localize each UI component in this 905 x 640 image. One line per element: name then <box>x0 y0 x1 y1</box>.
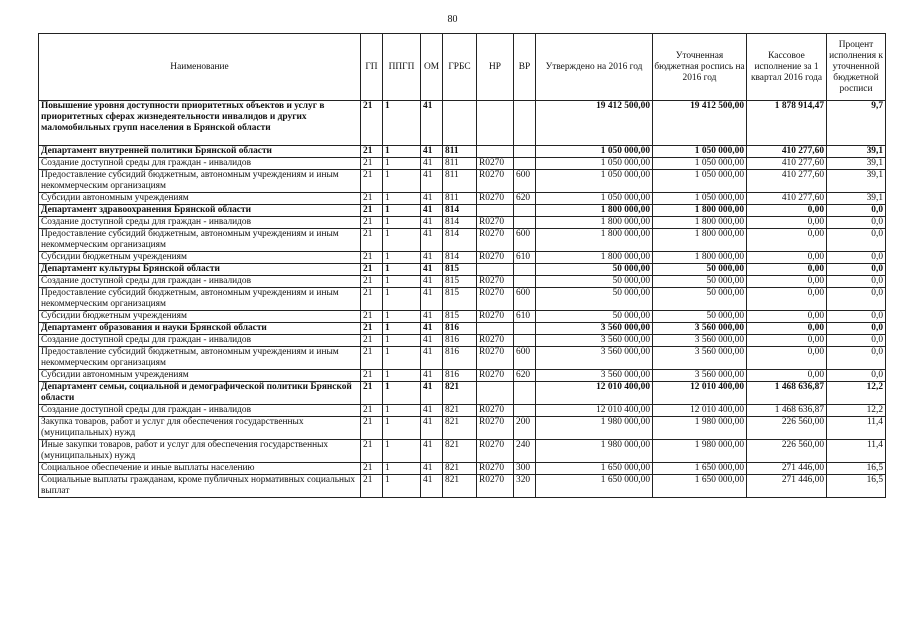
cell-percent: 11,4 <box>827 440 886 463</box>
table-body <box>39 101 886 498</box>
cell-nr: R0270 <box>477 170 514 193</box>
cell-nr: R0270 <box>477 229 514 252</box>
cell-om: 41 <box>421 405 443 417</box>
header-refined: Уточненная бюджетная роспись на 2016 год <box>653 34 747 101</box>
cell-grbs: 815 <box>443 276 477 288</box>
table-row <box>39 205 886 217</box>
cell-refined: 1 800 000,00 <box>653 205 747 217</box>
cell-vr <box>514 276 536 288</box>
cell-grbs <box>443 101 477 146</box>
cell-ppgp: 1 <box>383 193 421 205</box>
cell-nr <box>477 205 514 217</box>
cell-vr <box>514 158 536 170</box>
budget-table <box>38 33 886 498</box>
cell-om: 41 <box>421 101 443 146</box>
cell-name: Департамент культуры Брянской области <box>39 264 361 276</box>
cell-cash: 1 468 636,87 <box>747 382 827 405</box>
cell-gp: 21 <box>361 276 383 288</box>
cell-cash: 0,00 <box>747 311 827 323</box>
cell-refined: 1 650 000,00 <box>653 463 747 475</box>
cell-vr <box>514 217 536 229</box>
cell-vr: 300 <box>514 463 536 475</box>
cell-om: 41 <box>421 417 443 440</box>
cell-vr <box>514 335 536 347</box>
cell-ppgp: 1 <box>383 311 421 323</box>
cell-approved: 1 050 000,00 <box>536 158 653 170</box>
cell-ppgp: 1 <box>383 475 421 498</box>
table-row <box>39 170 886 193</box>
cell-grbs: 815 <box>443 264 477 276</box>
cell-vr <box>514 323 536 335</box>
cell-gp: 21 <box>361 370 383 382</box>
cell-ppgp: 1 <box>383 146 421 158</box>
cell-grbs: 811 <box>443 170 477 193</box>
cell-approved: 19 412 500,00 <box>536 101 653 146</box>
cell-ppgp: 1 <box>383 158 421 170</box>
cell-approved: 1 980 000,00 <box>536 417 653 440</box>
cell-name: Создание доступной среды для граждан - инвалидов <box>39 335 361 347</box>
cell-percent: 39,1 <box>827 158 886 170</box>
table-row <box>39 463 886 475</box>
cell-percent: 0,0 <box>827 323 886 335</box>
cell-nr: R0270 <box>477 417 514 440</box>
cell-ppgp: 1 <box>383 463 421 475</box>
cell-nr <box>477 101 514 146</box>
cell-cash: 271 446,00 <box>747 475 827 498</box>
header-om: ОМ <box>421 34 443 101</box>
cell-om: 41 <box>421 193 443 205</box>
table-row <box>39 347 886 370</box>
cell-gp: 21 <box>361 264 383 276</box>
cell-refined: 50 000,00 <box>653 288 747 311</box>
table-row <box>39 101 886 146</box>
cell-refined: 1 650 000,00 <box>653 475 747 498</box>
header-vr: ВР <box>514 34 536 101</box>
cell-name: Предоставление субсидий бюджетным, автономным учреждениям и иным некоммерческим организациям <box>39 170 361 193</box>
cell-ppgp: 1 <box>383 382 421 405</box>
cell-om: 41 <box>421 205 443 217</box>
cell-approved: 1 800 000,00 <box>536 252 653 264</box>
cell-cash: 271 446,00 <box>747 463 827 475</box>
cell-grbs: 811 <box>443 146 477 158</box>
cell-name: Субсидии автономным учреждениям <box>39 193 361 205</box>
cell-approved: 3 560 000,00 <box>536 335 653 347</box>
cell-cash: 0,00 <box>747 205 827 217</box>
cell-grbs: 816 <box>443 347 477 370</box>
cell-name: Департамент образования и науки Брянской области <box>39 323 361 335</box>
cell-grbs: 821 <box>443 463 477 475</box>
cell-refined: 1 800 000,00 <box>653 252 747 264</box>
cell-grbs: 814 <box>443 252 477 264</box>
cell-om: 41 <box>421 229 443 252</box>
cell-gp: 21 <box>361 335 383 347</box>
cell-om: 41 <box>421 146 443 158</box>
cell-approved: 50 000,00 <box>536 288 653 311</box>
cell-vr <box>514 205 536 217</box>
cell-nr: R0270 <box>477 335 514 347</box>
cell-gp: 21 <box>361 146 383 158</box>
cell-name: Субсидии автономным учреждениям <box>39 370 361 382</box>
cell-ppgp: 1 <box>383 440 421 463</box>
cell-om: 41 <box>421 323 443 335</box>
cell-vr: 240 <box>514 440 536 463</box>
cell-percent: 0,0 <box>827 370 886 382</box>
cell-nr: R0270 <box>477 440 514 463</box>
header-nr: НР <box>477 34 514 101</box>
cell-ppgp: 1 <box>383 217 421 229</box>
cell-vr: 600 <box>514 170 536 193</box>
cell-approved: 12 010 400,00 <box>536 405 653 417</box>
cell-refined: 1 050 000,00 <box>653 170 747 193</box>
cell-ppgp: 1 <box>383 205 421 217</box>
cell-percent: 0,0 <box>827 252 886 264</box>
cell-approved: 1 050 000,00 <box>536 170 653 193</box>
cell-vr <box>514 264 536 276</box>
cell-om: 41 <box>421 440 443 463</box>
cell-grbs: 816 <box>443 323 477 335</box>
cell-refined: 1 800 000,00 <box>653 217 747 229</box>
cell-percent: 39,1 <box>827 146 886 158</box>
cell-percent: 0,0 <box>827 205 886 217</box>
cell-approved: 1 050 000,00 <box>536 193 653 205</box>
cell-vr: 600 <box>514 288 536 311</box>
cell-refined: 1 980 000,00 <box>653 440 747 463</box>
cell-gp: 21 <box>361 417 383 440</box>
cell-name: Департамент семьи, социальной и демографической политики Брянской области <box>39 382 361 405</box>
cell-cash: 1 878 914,47 <box>747 101 827 146</box>
cell-cash: 226 560,00 <box>747 440 827 463</box>
cell-nr: R0270 <box>477 252 514 264</box>
cell-cash: 410 277,60 <box>747 170 827 193</box>
cell-name: Департамент здравоохранения Брянской области <box>39 205 361 217</box>
table-row <box>39 146 886 158</box>
cell-approved: 1 650 000,00 <box>536 463 653 475</box>
cell-approved: 1 050 000,00 <box>536 146 653 158</box>
cell-grbs: 811 <box>443 158 477 170</box>
cell-om: 41 <box>421 311 443 323</box>
table-row <box>39 276 886 288</box>
cell-name: Департамент внутренней политики Брянской области <box>39 146 361 158</box>
table-row <box>39 335 886 347</box>
header-cash: Кассовое исполнение за 1 квартал 2016 года <box>747 34 827 101</box>
cell-percent: 9,7 <box>827 101 886 146</box>
header-percent: Процент исполнения к уточненной бюджетной росписи <box>827 34 886 101</box>
cell-gp: 21 <box>361 158 383 170</box>
header-approved: Утверждено на 2016 год <box>536 34 653 101</box>
cell-nr: R0270 <box>477 158 514 170</box>
cell-grbs: 821 <box>443 475 477 498</box>
cell-nr <box>477 264 514 276</box>
cell-om: 41 <box>421 158 443 170</box>
cell-approved: 1 650 000,00 <box>536 475 653 498</box>
cell-om: 41 <box>421 170 443 193</box>
cell-gp: 21 <box>361 475 383 498</box>
cell-vr: 620 <box>514 370 536 382</box>
table-row <box>39 311 886 323</box>
cell-cash: 0,00 <box>747 288 827 311</box>
cell-vr: 600 <box>514 347 536 370</box>
cell-cash: 0,00 <box>747 252 827 264</box>
cell-cash: 0,00 <box>747 323 827 335</box>
cell-gp: 21 <box>361 205 383 217</box>
cell-percent: 39,1 <box>827 193 886 205</box>
cell-approved: 50 000,00 <box>536 264 653 276</box>
cell-ppgp: 1 <box>383 347 421 370</box>
cell-ppgp: 1 <box>383 264 421 276</box>
cell-grbs: 821 <box>443 417 477 440</box>
table-row <box>39 158 886 170</box>
cell-refined: 50 000,00 <box>653 264 747 276</box>
cell-vr: 610 <box>514 311 536 323</box>
cell-approved: 50 000,00 <box>536 311 653 323</box>
cell-refined: 3 560 000,00 <box>653 347 747 370</box>
cell-ppgp: 1 <box>383 370 421 382</box>
cell-om: 41 <box>421 370 443 382</box>
table-row <box>39 417 886 440</box>
cell-name: Иные закупки товаров, работ и услуг для обеспечения государственных (муниципальных) нужд <box>39 440 361 463</box>
cell-cash: 410 277,60 <box>747 146 827 158</box>
cell-grbs: 816 <box>443 370 477 382</box>
table-row <box>39 370 886 382</box>
cell-grbs: 814 <box>443 229 477 252</box>
cell-om: 41 <box>421 288 443 311</box>
cell-nr: R0270 <box>477 370 514 382</box>
header-name: Наименование <box>39 34 361 101</box>
cell-approved: 3 560 000,00 <box>536 370 653 382</box>
cell-vr: 200 <box>514 417 536 440</box>
page-number: 80 <box>447 14 458 25</box>
cell-om: 41 <box>421 264 443 276</box>
cell-ppgp: 1 <box>383 288 421 311</box>
table-row <box>39 193 886 205</box>
cell-om: 41 <box>421 463 443 475</box>
cell-approved: 3 560 000,00 <box>536 323 653 335</box>
cell-nr <box>477 323 514 335</box>
cell-gp: 21 <box>361 463 383 475</box>
cell-name: Предоставление субсидий бюджетным, автономным учреждениям и иным некоммерческим организациям <box>39 288 361 311</box>
cell-name: Предоставление субсидий бюджетным, автономным учреждениям и иным некоммерческим организациям <box>39 229 361 252</box>
cell-name: Создание доступной среды для граждан - инвалидов <box>39 405 361 417</box>
cell-cash: 0,00 <box>747 347 827 370</box>
table-row <box>39 405 886 417</box>
cell-refined: 50 000,00 <box>653 311 747 323</box>
cell-gp: 21 <box>361 311 383 323</box>
cell-percent: 0,0 <box>827 264 886 276</box>
cell-nr: R0270 <box>477 347 514 370</box>
header-ppgp: ППГП <box>383 34 421 101</box>
table-row <box>39 382 886 405</box>
cell-nr: R0270 <box>477 193 514 205</box>
cell-gp: 21 <box>361 170 383 193</box>
cell-refined: 1 800 000,00 <box>653 229 747 252</box>
cell-percent: 0,0 <box>827 276 886 288</box>
cell-nr: R0270 <box>477 475 514 498</box>
cell-refined: 3 560 000,00 <box>653 323 747 335</box>
cell-nr: R0270 <box>477 288 514 311</box>
cell-cash: 410 277,60 <box>747 193 827 205</box>
cell-approved: 1 800 000,00 <box>536 217 653 229</box>
cell-grbs: 821 <box>443 440 477 463</box>
cell-name: Субсидии бюджетным учреждениям <box>39 311 361 323</box>
cell-name: Закупка товаров, работ и услуг для обеспечения государственных (муниципальных) нужд <box>39 417 361 440</box>
cell-percent: 11,4 <box>827 417 886 440</box>
cell-ppgp: 1 <box>383 335 421 347</box>
cell-percent: 12,2 <box>827 405 886 417</box>
cell-approved: 50 000,00 <box>536 276 653 288</box>
table-row <box>39 252 886 264</box>
table-row <box>39 264 886 276</box>
cell-approved: 3 560 000,00 <box>536 347 653 370</box>
cell-cash: 226 560,00 <box>747 417 827 440</box>
cell-ppgp: 1 <box>383 101 421 146</box>
cell-name: Социальные выплаты гражданам, кроме публичных нормативных социальных выплат <box>39 475 361 498</box>
cell-om: 41 <box>421 217 443 229</box>
cell-cash: 0,00 <box>747 229 827 252</box>
cell-vr <box>514 146 536 158</box>
cell-approved: 1 800 000,00 <box>536 205 653 217</box>
cell-om: 41 <box>421 252 443 264</box>
cell-om: 41 <box>421 382 443 405</box>
cell-vr <box>514 405 536 417</box>
cell-percent: 16,5 <box>827 463 886 475</box>
cell-approved: 1 800 000,00 <box>536 229 653 252</box>
cell-cash: 0,00 <box>747 276 827 288</box>
table-row <box>39 217 886 229</box>
cell-cash: 0,00 <box>747 370 827 382</box>
cell-cash: 0,00 <box>747 264 827 276</box>
cell-refined: 1 980 000,00 <box>653 417 747 440</box>
cell-name: Предоставление субсидий бюджетным, автономным учреждениям и иным некоммерческим организациям <box>39 347 361 370</box>
cell-grbs: 821 <box>443 405 477 417</box>
cell-nr <box>477 382 514 405</box>
header-grbs: ГРБС <box>443 34 477 101</box>
cell-gp: 21 <box>361 229 383 252</box>
table-row <box>39 323 886 335</box>
cell-percent: 0,0 <box>827 335 886 347</box>
cell-om: 41 <box>421 276 443 288</box>
cell-nr: R0270 <box>477 217 514 229</box>
cell-gp: 21 <box>361 193 383 205</box>
cell-gp: 21 <box>361 323 383 335</box>
cell-nr: R0270 <box>477 276 514 288</box>
cell-name: Социальное обеспечение и иные выплаты населению <box>39 463 361 475</box>
cell-vr <box>514 101 536 146</box>
cell-vr: 320 <box>514 475 536 498</box>
cell-name: Создание доступной среды для граждан - инвалидов <box>39 217 361 229</box>
cell-name: Создание доступной среды для граждан - инвалидов <box>39 276 361 288</box>
cell-ppgp: 1 <box>383 276 421 288</box>
header-gp: ГП <box>361 34 383 101</box>
cell-cash: 410 277,60 <box>747 158 827 170</box>
cell-percent: 0,0 <box>827 347 886 370</box>
cell-percent: 0,0 <box>827 217 886 229</box>
table-header-row <box>39 34 886 101</box>
cell-grbs: 821 <box>443 382 477 405</box>
cell-refined: 3 560 000,00 <box>653 335 747 347</box>
cell-nr: R0270 <box>477 405 514 417</box>
cell-percent: 0,0 <box>827 229 886 252</box>
table-row <box>39 288 886 311</box>
cell-refined: 19 412 500,00 <box>653 101 747 146</box>
cell-percent: 39,1 <box>827 170 886 193</box>
cell-om: 41 <box>421 347 443 370</box>
cell-gp: 21 <box>361 101 383 146</box>
cell-refined: 1 050 000,00 <box>653 193 747 205</box>
cell-vr <box>514 382 536 405</box>
cell-gp: 21 <box>361 347 383 370</box>
cell-name: Субсидии бюджетным учреждениям <box>39 252 361 264</box>
cell-percent: 0,0 <box>827 288 886 311</box>
cell-gp: 21 <box>361 217 383 229</box>
cell-vr: 610 <box>514 252 536 264</box>
cell-gp: 21 <box>361 382 383 405</box>
cell-vr: 620 <box>514 193 536 205</box>
cell-grbs: 815 <box>443 311 477 323</box>
table-row <box>39 229 886 252</box>
cell-gp: 21 <box>361 288 383 311</box>
cell-nr: R0270 <box>477 311 514 323</box>
cell-refined: 50 000,00 <box>653 276 747 288</box>
cell-gp: 21 <box>361 252 383 264</box>
cell-refined: 12 010 400,00 <box>653 405 747 417</box>
cell-ppgp: 1 <box>383 417 421 440</box>
cell-grbs: 816 <box>443 335 477 347</box>
cell-name: Создание доступной среды для граждан - инвалидов <box>39 158 361 170</box>
cell-ppgp: 1 <box>383 252 421 264</box>
cell-cash: 1 468 636,87 <box>747 405 827 417</box>
table-row <box>39 440 886 463</box>
cell-name: Повышение уровня доступности приоритетных объектов и услуг в приоритетных сферах жизнедеятельности инвалидов и других маломобильных групп населения в Брянской области <box>39 101 361 146</box>
cell-nr: R0270 <box>477 463 514 475</box>
cell-approved: 12 010 400,00 <box>536 382 653 405</box>
cell-refined: 1 050 000,00 <box>653 146 747 158</box>
cell-percent: 12,2 <box>827 382 886 405</box>
cell-ppgp: 1 <box>383 323 421 335</box>
cell-percent: 0,0 <box>827 311 886 323</box>
cell-percent: 16,5 <box>827 475 886 498</box>
table-row <box>39 475 886 498</box>
cell-cash: 0,00 <box>747 335 827 347</box>
cell-gp: 21 <box>361 405 383 417</box>
cell-gp: 21 <box>361 440 383 463</box>
cell-om: 41 <box>421 475 443 498</box>
cell-ppgp: 1 <box>383 229 421 252</box>
cell-grbs: 811 <box>443 193 477 205</box>
cell-grbs: 815 <box>443 288 477 311</box>
cell-vr: 600 <box>514 229 536 252</box>
cell-refined: 1 050 000,00 <box>653 158 747 170</box>
cell-refined: 3 560 000,00 <box>653 370 747 382</box>
cell-grbs: 814 <box>443 205 477 217</box>
cell-om: 41 <box>421 335 443 347</box>
cell-nr <box>477 146 514 158</box>
cell-approved: 1 980 000,00 <box>536 440 653 463</box>
cell-refined: 12 010 400,00 <box>653 382 747 405</box>
cell-ppgp: 1 <box>383 170 421 193</box>
cell-ppgp: 1 <box>383 405 421 417</box>
cell-grbs: 814 <box>443 217 477 229</box>
cell-cash: 0,00 <box>747 217 827 229</box>
